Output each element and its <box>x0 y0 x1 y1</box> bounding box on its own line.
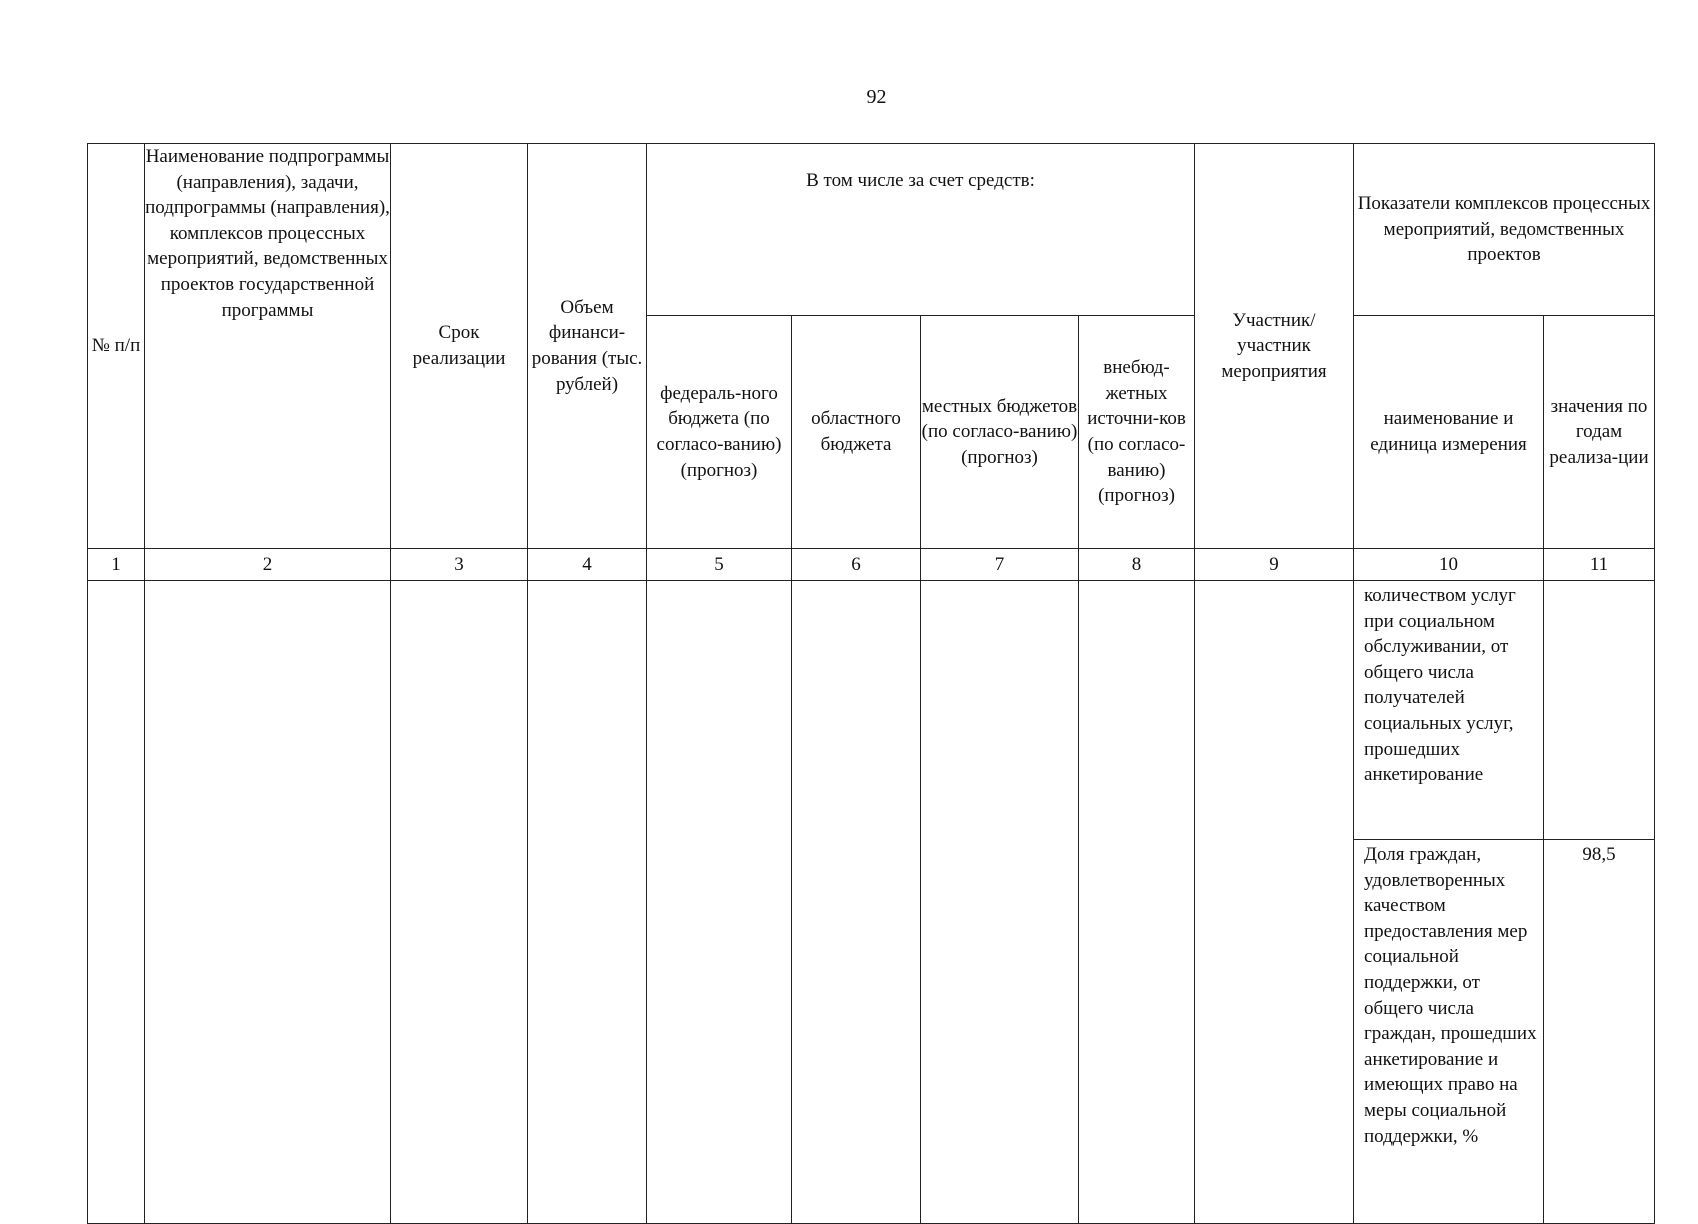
empty-cell <box>528 581 647 1224</box>
header-program-name: Наименование подпрограммы (направления), задачи, подпрограммы (направления), комплексов процессных мероприятий, ведомственных проектов государственной программы <box>145 144 391 549</box>
indicator-name-cell: количеством услуг при социальном обслуживании, от общего числа получателей социальных услуг, прошедших анкетирование <box>1354 581 1544 840</box>
empty-cell <box>391 581 528 1224</box>
page-number: 92 <box>866 86 887 108</box>
header-funding-sources: В том числе за счет средств: <box>647 144 1195 316</box>
column-number: 1 <box>88 549 145 581</box>
column-number: 8 <box>1079 549 1195 581</box>
empty-cell <box>1195 581 1354 1224</box>
indicator-value-cell <box>1544 581 1655 840</box>
column-number: 4 <box>528 549 647 581</box>
header-term: Срок реализации <box>391 144 528 549</box>
column-number: 6 <box>792 549 921 581</box>
column-number: 10 <box>1354 549 1544 581</box>
column-number: 7 <box>921 549 1079 581</box>
column-number: 11 <box>1544 549 1655 581</box>
header-local-budgets: местных бюджетов (по согласо-ванию) (прогноз) <box>921 316 1079 549</box>
column-numbers-row <box>88 549 1655 581</box>
table-row <box>88 581 1655 840</box>
header-number: № п/п <box>88 144 145 549</box>
header-indicator-name: наименование и единица измерения <box>1354 316 1544 549</box>
header-indicators: Показатели комплексов процессных мероприятий, ведомственных проектов <box>1354 144 1655 316</box>
empty-cell <box>921 581 1079 1224</box>
column-number: 9 <box>1195 549 1354 581</box>
header-indicator-values: значения по годам реализа-ции <box>1544 316 1655 549</box>
column-number: 5 <box>647 549 792 581</box>
column-number: 3 <box>391 549 528 581</box>
column-number: 2 <box>145 549 391 581</box>
empty-cell <box>145 581 391 1224</box>
indicator-value-cell: 98,5 <box>1544 840 1655 1224</box>
header-participant: Участник/ участник мероприятия <box>1195 144 1354 549</box>
header-regional-budget: областного бюджета <box>792 316 921 549</box>
empty-cell <box>88 581 145 1224</box>
header-financing-volume: Объем финанси-рования (тыс. рублей) <box>528 144 647 549</box>
program-table <box>87 143 1655 1224</box>
empty-cell <box>1079 581 1195 1224</box>
header-federal-budget: федераль-ного бюджета (по согласо-ванию) (прогноз) <box>647 316 792 549</box>
empty-cell <box>792 581 921 1224</box>
empty-cell <box>647 581 792 1224</box>
header-extrabudgetary: внебюд-жетных источни-ков (по согласо-ванию) (прогноз) <box>1079 316 1195 549</box>
indicator-name-cell: Доля граждан, удовлетворенных качеством предоставления мер социальной поддержки, от общего числа граждан, прошедших анкетирование и имеющих право на меры социальной поддержки, % <box>1354 840 1544 1224</box>
